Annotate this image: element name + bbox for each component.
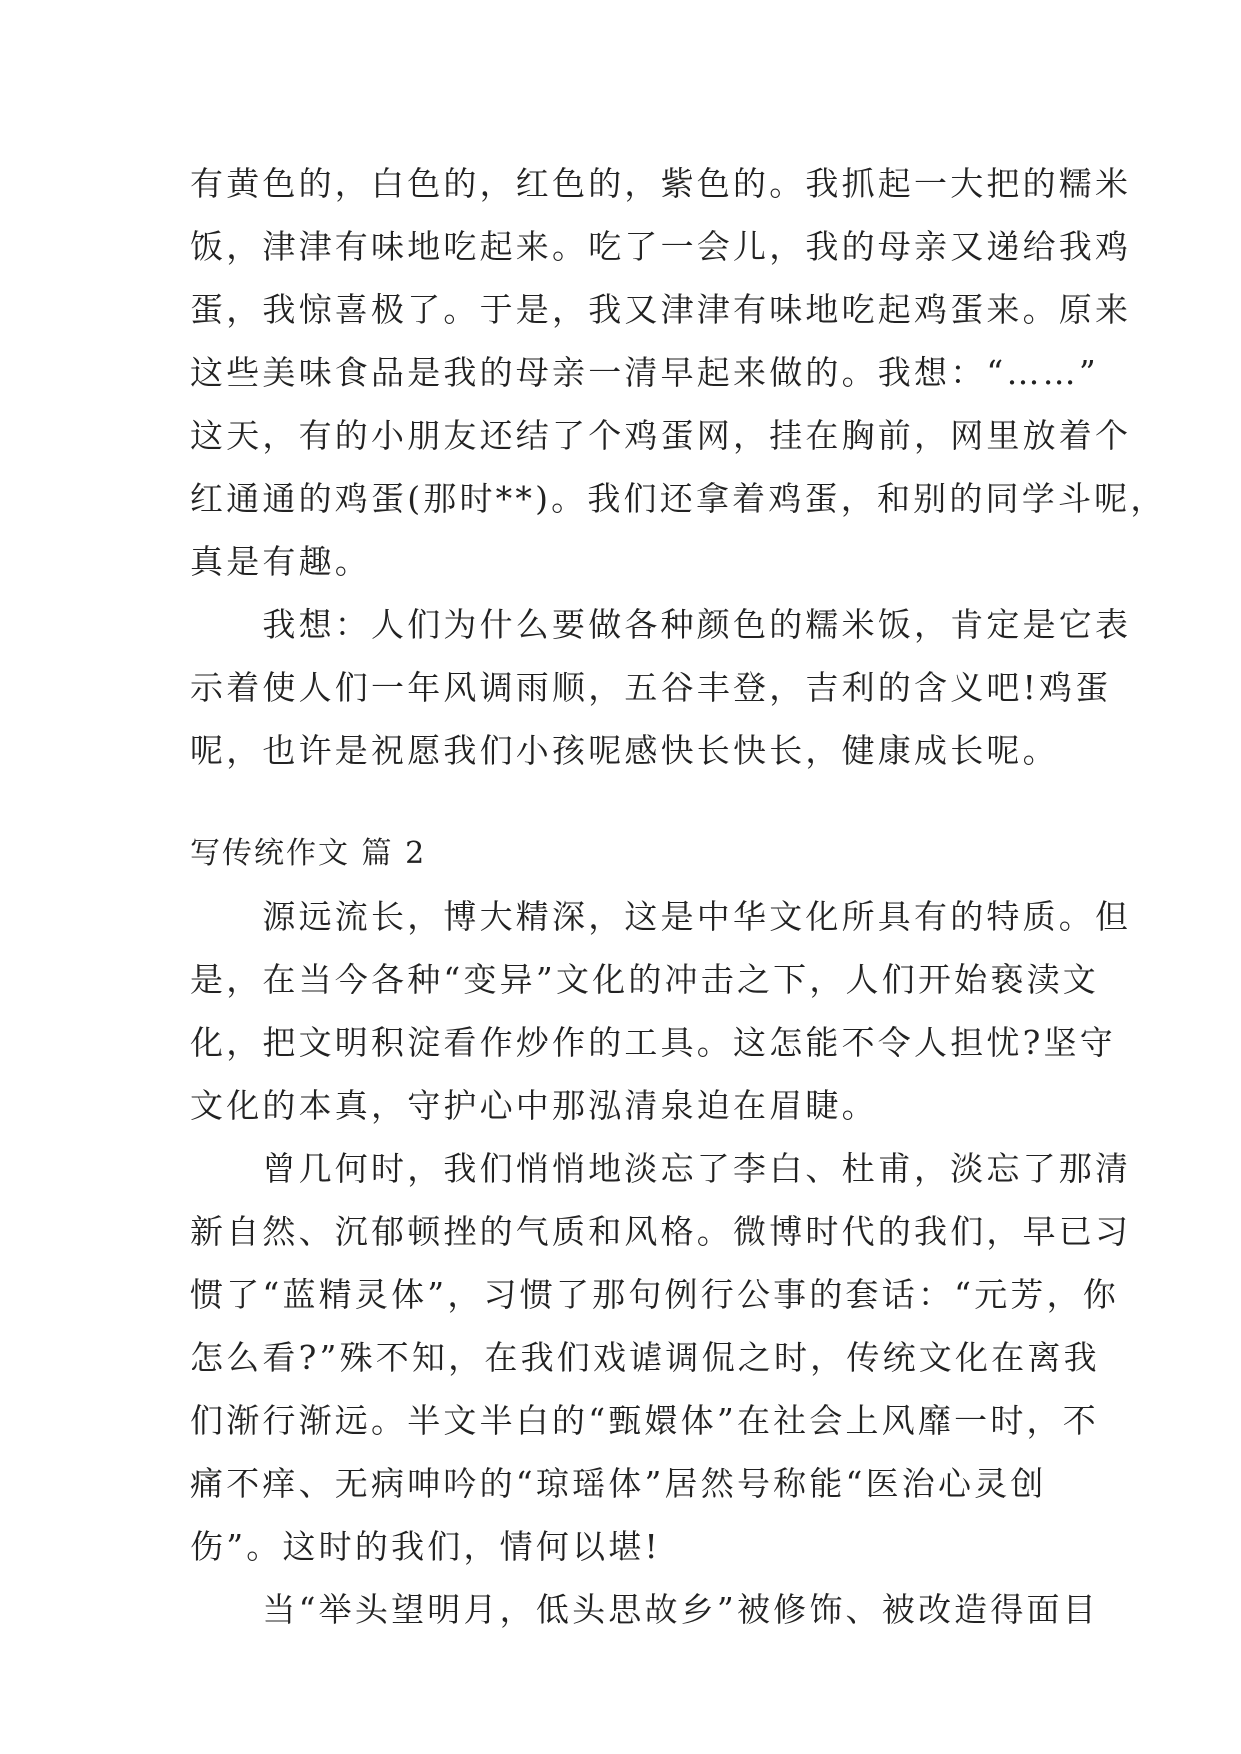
paragraph-line: 伤”。这时的我们，情何以堪! xyxy=(190,1527,661,1566)
paragraph-line: 惯了“蓝精灵体”，习惯了那句例行公事的套话：“元芳，你 xyxy=(190,1275,1120,1314)
paragraph-line: 这些美味食品是我的母亲一清早起来做的。我想：“……” xyxy=(190,353,1099,392)
paragraph-line: 新自然、沉郁顿挫的气质和风格。微博时代的我们，早已习 xyxy=(190,1212,1132,1251)
paragraph-line: 们渐行渐远。半文半白的“甄嬛体”在社会上风靡一时，不 xyxy=(190,1401,1099,1440)
paragraph-line: 示着使人们一年风调雨顺，五谷丰登，吉利的含义吧!鸡蛋 xyxy=(190,668,1112,707)
paragraph-line: 文化的本真，守护心中那泓清泉迫在眉睫。 xyxy=(190,1086,878,1125)
paragraph-line: 源远流长，博大精深，这是中华文化所具有的特质。但 xyxy=(190,897,1132,936)
paragraph-line: 痛不痒、无病呻吟的“琼瑶体”居然号称能“医治心灵创 xyxy=(190,1464,1047,1503)
paragraph-line: 化，把文明积淀看作炒作的工具。这怎能不令人担忧?坚守 xyxy=(190,1023,1116,1062)
paragraph-line: 曾几何时，我们悄悄地淡忘了李白、杜甫，淡忘了那清 xyxy=(190,1149,1132,1188)
section-1-body xyxy=(190,152,1167,782)
section-heading: 写传统作文 篇 2 xyxy=(190,836,427,871)
paragraph-line: 呢，也许是祝愿我们小孩呢感快长快长，健康成长呢。 xyxy=(190,731,1059,770)
document-page xyxy=(190,152,1167,1641)
paragraph-line: 我想：人们为什么要做各种颜色的糯米饭，肯定是它表 xyxy=(190,605,1132,644)
paragraph-line: 怎么看?”殊不知，在我们戏谑调侃之时，传统文化在离我 xyxy=(190,1338,1100,1377)
paragraph-line: 饭，津津有味地吃起来。吃了一会儿，我的母亲又递给我鸡 xyxy=(190,227,1132,266)
paragraph-line: 真是有趣。 xyxy=(190,542,371,581)
paragraph-line: 蛋，我惊喜极了。于是，我又津津有味地吃起鸡蛋来。原来 xyxy=(190,290,1132,329)
paragraph-line: 有黄色的，白色的，红色的，紫色的。我抓起一大把的糯米 xyxy=(190,164,1132,203)
paragraph-line: 红通通的鸡蛋(那时**)。我们还拿着鸡蛋，和别的同学斗呢， xyxy=(190,479,1167,518)
paragraph-line: 这天，有的小朋友还结了个鸡蛋网，挂在胸前，网里放着个 xyxy=(190,416,1132,455)
paragraph-line: 是，在当今各种“变异”文化的冲击之下，人们开始亵渎文 xyxy=(190,960,1099,999)
paragraph-line: 当“举头望明月，低头思故乡”被修饰、被改造得面目 xyxy=(190,1590,1099,1629)
section-2-body xyxy=(190,885,1132,1641)
